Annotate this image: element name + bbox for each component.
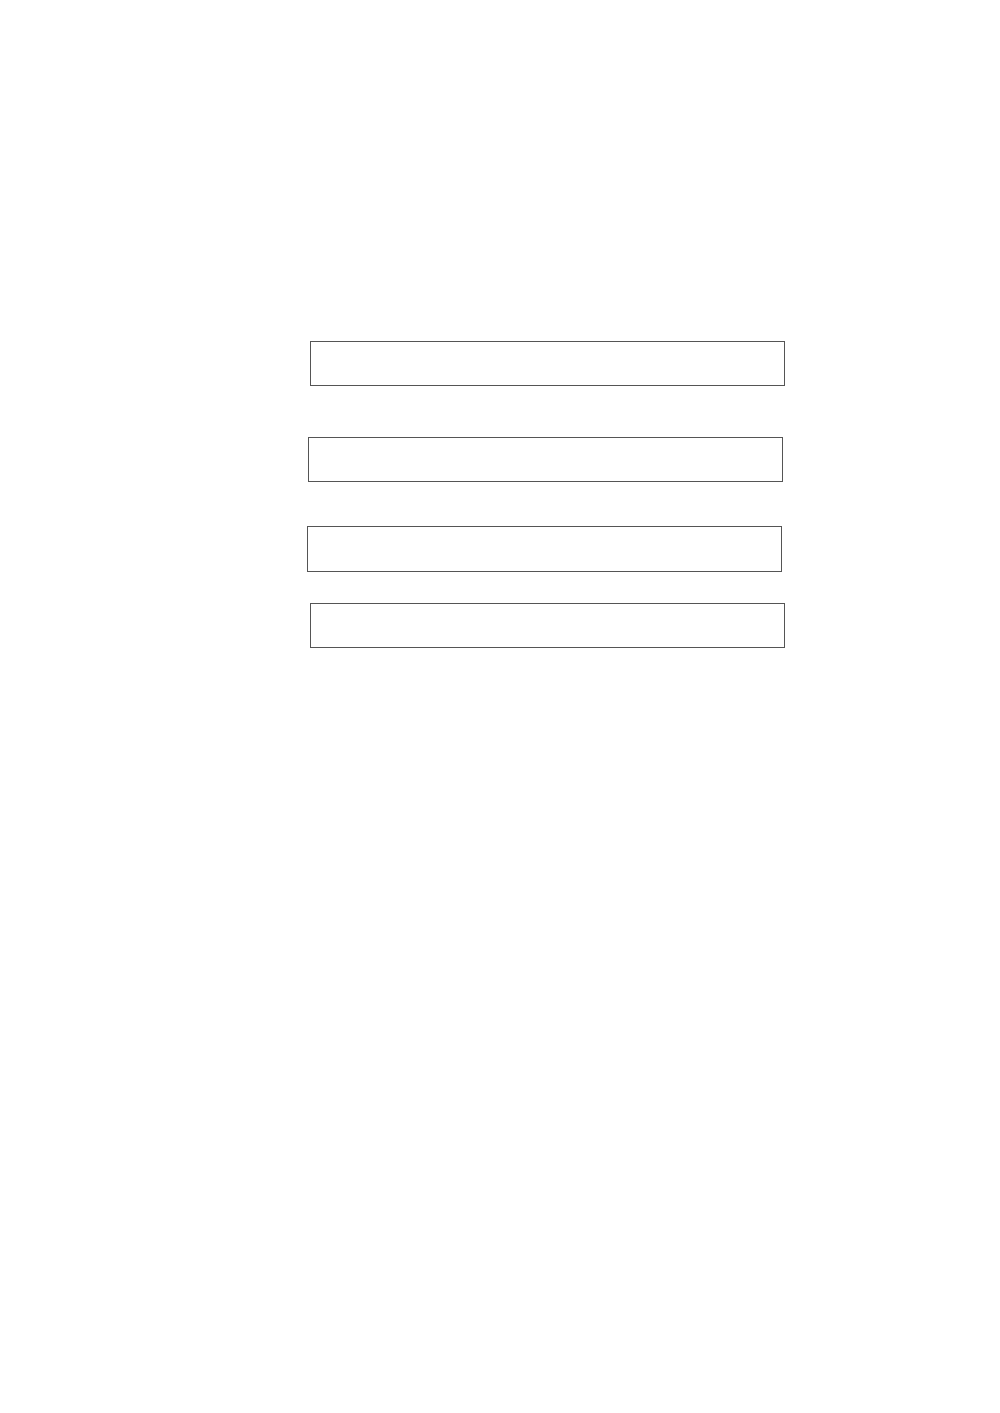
answer-input-c[interactable] [307, 526, 782, 572]
answer-input-b[interactable] [308, 437, 783, 482]
liveworksheets-logo [698, 1376, 726, 1410]
logo-mark-icon [698, 1381, 722, 1405]
answer-input-a[interactable] [310, 341, 785, 386]
answer-input-d[interactable] [310, 603, 785, 648]
